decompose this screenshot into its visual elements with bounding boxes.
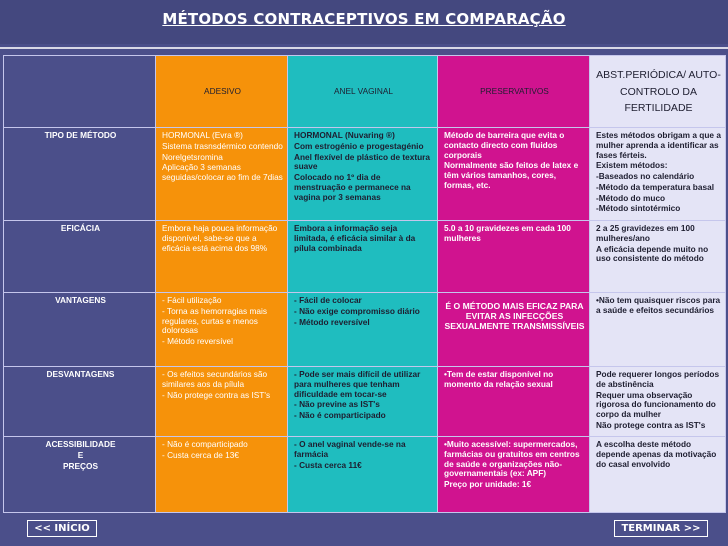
cell-line: PREÇOS bbox=[62, 460, 99, 471]
cell-acessibilidade-adesivo bbox=[156, 437, 288, 513]
cell-vantagens-abstinencia bbox=[590, 293, 726, 367]
cell-line: Colocado no 1º dia de menstruação e permanece na vagina por 3 semanas bbox=[294, 172, 411, 202]
cell-line: -Método do muco bbox=[596, 192, 666, 203]
table-corner bbox=[4, 56, 156, 128]
cell-line: Com estrogénio e progestagénio bbox=[294, 140, 424, 151]
cell-tipo-adesivo bbox=[156, 128, 288, 221]
cell-line: - Não é comparticipado bbox=[294, 410, 386, 421]
cell-desvantagens-anel bbox=[288, 367, 438, 437]
table-row bbox=[4, 128, 726, 221]
comparison-table bbox=[3, 55, 726, 513]
cell-line: -Método da temperatura basal bbox=[596, 181, 715, 192]
cell-line: - Método reversível bbox=[162, 336, 234, 347]
cell-line: DESVANTAGENS bbox=[46, 369, 115, 379]
page-title: MÉTODOS CONTRACEPTIVOS EM COMPARAÇÃO bbox=[162, 10, 566, 28]
cell-line: A eficácia depende muito no uso consistente do método bbox=[596, 243, 709, 264]
cell-tipo-anel bbox=[288, 128, 438, 221]
cell-line: - Os efeitos secundários são similares aos da pílula bbox=[162, 369, 268, 389]
cell-desvantagens-preservativos bbox=[438, 367, 590, 437]
cell-acessibilidade-preservativos bbox=[438, 437, 590, 513]
cell-line: Preço por unidade: 1€ bbox=[444, 479, 532, 490]
cell-acessibilidade-anel bbox=[288, 437, 438, 513]
cell-vantagens-adesivo bbox=[156, 293, 288, 367]
cell-line: •Tem de estar disponível no momento da relação sexual bbox=[444, 369, 554, 389]
cell-eficacia-adesivo bbox=[156, 221, 288, 293]
cell-line: Pode requerer longos períodos de abstinência bbox=[596, 369, 720, 389]
cell-line: Requer uma observação rigorosa do funcionamento do corpo da mulher bbox=[596, 389, 716, 420]
cell-acessibilidade-abstinencia bbox=[590, 437, 726, 513]
cell-line: VANTAGENS bbox=[55, 295, 106, 305]
cell-line: Método de barreira que evita o contacto directo com fluidos corporais bbox=[444, 130, 565, 160]
row-label-vantagens bbox=[4, 293, 156, 367]
divider bbox=[0, 47, 728, 49]
cell-desvantagens-adesivo bbox=[156, 367, 288, 437]
cell-line: Sistema trasnsdérmico contendo bbox=[162, 140, 283, 151]
cell-line: - O anel vaginal vende-se na farmácia bbox=[294, 439, 406, 459]
cell-line: - Método reversível bbox=[294, 316, 370, 327]
cell-tipo-abstinencia bbox=[590, 128, 726, 221]
cell-line: EFICÁCIA bbox=[60, 223, 101, 233]
table-row bbox=[4, 367, 726, 437]
cell-eficacia-anel bbox=[288, 221, 438, 293]
table-row bbox=[4, 293, 726, 367]
row-label-desvantagens bbox=[4, 367, 156, 437]
cell-line: Embora a informação seja limitada, é eficácia similar à da pílula combinada bbox=[294, 223, 416, 253]
cell-line: - Não previne as IST's bbox=[294, 399, 380, 410]
cell-line: Existem métodos: bbox=[596, 160, 668, 171]
cell-line: - Fácil utilização bbox=[162, 295, 222, 305]
cell-line: - Custa cerca de 13€ bbox=[162, 449, 240, 460]
row-label-tipo bbox=[4, 128, 156, 221]
cell-line: - Pode ser mais difícil de utilizar para mulheres que tenham dificuldade em tocar-se bbox=[294, 369, 421, 399]
cell-vantagens-preservativos bbox=[438, 293, 590, 367]
cell-eficacia-abstinencia bbox=[590, 221, 726, 293]
cell-line: 5.0 a 10 gravidezes em cada 100 mulheres bbox=[444, 223, 571, 243]
table-row bbox=[4, 437, 726, 513]
cell-line: - Torna as hemorragias mais regulares, curtas e menos dolorosas bbox=[162, 305, 267, 336]
cell-line: Aplicação 3 semanas seguidas/colocar ao fim de 7dias bbox=[162, 162, 283, 183]
cell-line: •Não tem quaisquer riscos para a saúde e efeitos secundários bbox=[596, 295, 721, 315]
cell-line: HORMONAL (Nuvaring ®) bbox=[294, 130, 395, 140]
cell-line: - Fácil de colocar bbox=[294, 295, 362, 305]
cell-line: ACESSIBILIDADE bbox=[45, 439, 116, 449]
row-label-eficacia bbox=[4, 221, 156, 293]
cell-line: -Baseados no calendário bbox=[596, 171, 695, 182]
row-label-acessibilidade bbox=[4, 437, 156, 513]
cell-line: - Custa cerca 11€ bbox=[294, 459, 362, 470]
cell-line: A escolha deste método depende apenas da motivação do casal envolvido bbox=[596, 439, 717, 469]
cell-tipo-preservativos bbox=[438, 128, 590, 221]
cell-line: Normalmente são feitos de latex e têm vários tamanhos, cores, formas, etc. bbox=[444, 160, 579, 190]
cell-line: - Não protege contra as IST's bbox=[162, 389, 271, 400]
cell-vantagens-anel bbox=[288, 293, 438, 367]
column-header-abstinencia: ABST.PERIÓDICA/ AUTO-CONTROLO DA FERTILIDADE bbox=[590, 56, 726, 128]
cell-line: - Não exige compromisso diário bbox=[294, 305, 420, 316]
finish-button[interactable]: TERMINAR >> bbox=[614, 520, 708, 537]
cell-line: 2 a 25 gravidezes em 100 mulheres/ano bbox=[596, 223, 695, 243]
cell-line: E bbox=[77, 449, 84, 460]
cell-line: -Método sintotérmico bbox=[596, 203, 681, 214]
cell-line: Estes métodos obrigam a que a mulher aprenda a identificar as fases férteis. bbox=[596, 130, 721, 160]
cell-eficacia-preservativos bbox=[438, 221, 590, 293]
cell-line: - Não é comparticipado bbox=[162, 439, 248, 449]
cell-line: TIPO DE MÉTODO bbox=[44, 130, 117, 140]
cell-line: É O MÉTODO MAIS EFICAZ PARA EVITAR AS INFECÇÕES SEXUALMENTE TRANSMISSÍVEIS bbox=[444, 301, 585, 331]
table-row bbox=[4, 221, 726, 293]
cell-line: HORMONAL (Evra ®) bbox=[162, 130, 243, 140]
cell-line: •Muito acessível: supermercados, farmácias ou gratuitos em centros de saúde e organizações não-governamentais (ex: APF) bbox=[444, 439, 580, 479]
column-header-preservativos: PRESERVATIVOS bbox=[438, 56, 590, 128]
cell-desvantagens-abstinencia bbox=[590, 367, 726, 437]
cell-line: Não protege contra as IST's bbox=[596, 419, 706, 430]
column-header-anel-vaginal: ANEL VAGINAL bbox=[288, 56, 438, 128]
cell-line: Norelgetsromina bbox=[162, 151, 223, 162]
home-button[interactable]: << INÍCIO bbox=[27, 520, 97, 537]
column-header-adesivo: ADESIVO bbox=[156, 56, 288, 128]
cell-line: Anel flexível de plástico de textura suave bbox=[294, 151, 431, 172]
cell-line: Embora haja pouca informação disponível, sabe-se que a eficácia está acima dos 98% bbox=[162, 223, 278, 253]
